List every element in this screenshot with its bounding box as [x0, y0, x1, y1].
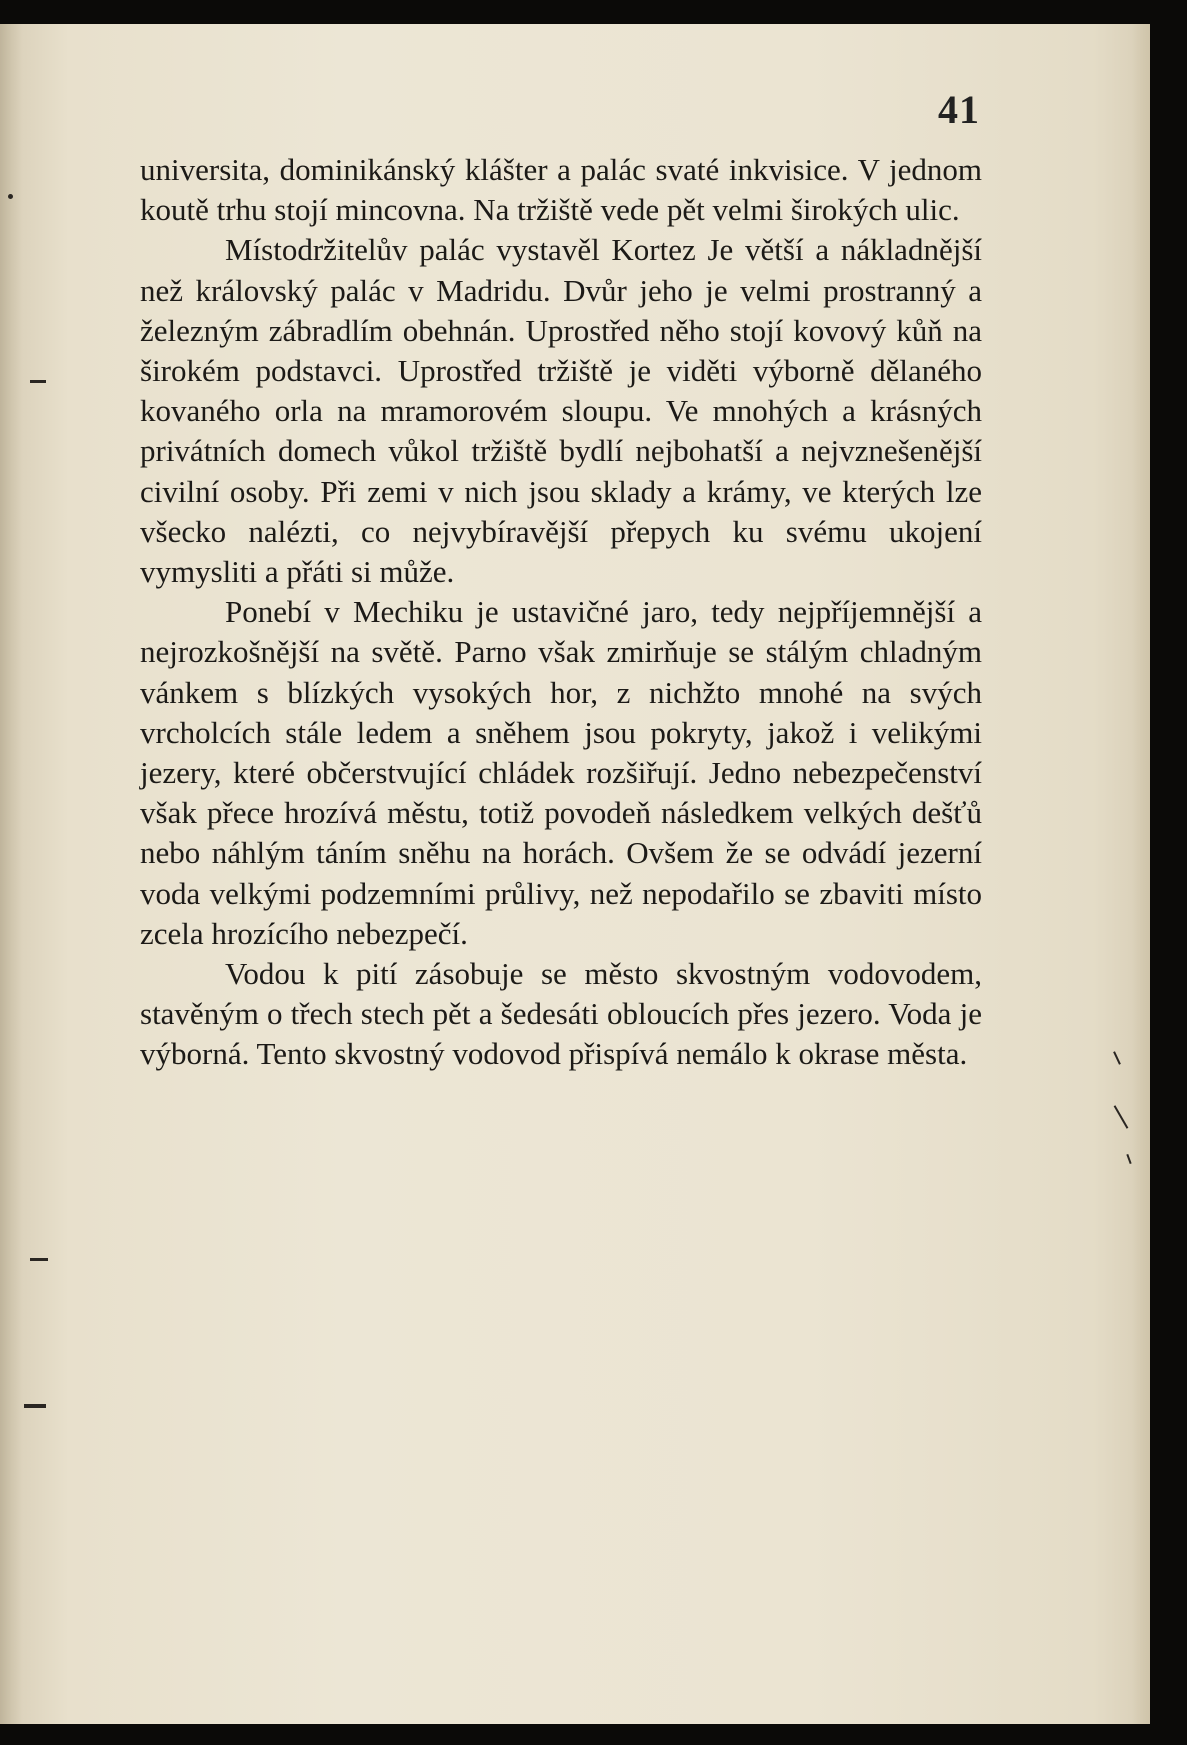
paragraph: universita, dominikánský klášter a palác svaté inkvisice. V jednom koutě trhu stojí mincovna. Na tržiště vede pět velmi širokých ulic.: [140, 152, 982, 228]
paragraph: Vodou k pití zásobuje se město skvostným vodovodem, stavěným o třech stech pět a šedesáti obloucích přes jezero. Voda je výborná. Tento skvostný vodovod přispívá nemálo k okrase města.: [140, 956, 982, 1072]
body-text: [140, 150, 982, 1075]
margin-tick: [30, 1258, 48, 1261]
margin-stroke: [1113, 1051, 1121, 1065]
margin-stroke: [1126, 1154, 1131, 1164]
margin-tick: [24, 1404, 46, 1408]
book-page: [0, 24, 1150, 1724]
binding-edge: [0, 24, 22, 1724]
page-edge: [1132, 24, 1150, 1724]
margin-dot: [8, 194, 13, 199]
paragraph: Ponebí v Mechiku je ustavičné jaro, tedy nejpříjemnější a nejrozkošnější na světě. Parno však zmirňuje se stálým chladným vánkem s blízkých vysokých hor, z nichžto mnohé na svých vrcholcích stále ledem a sněhem jsou pokryty, jakož i velikými jezery, které občerstvující chládek rozšiřují. Jedno nebezpečenství však přece hrozívá městu, totiž povodeň následkem velkých dešťů nebo náhlým táním sněhu na horách. Ovšem že se odvádí jezerní voda velkými podzemními průlivy, než nepodařilo se zbaviti místo zcela hrozícího nebezpečí.: [140, 594, 982, 951]
margin-tick: [30, 380, 46, 383]
page-number: 41: [938, 87, 980, 132]
margin-stroke: [1114, 1105, 1129, 1129]
paragraph: Místodržitelův palác vystavěl Kortez Je větší a nákladnější než královský palác v Madridu. Dvůr jeho je velmi prostranný a železným zábradlím obehnán. Uprostřed něho stojí kovový kůň na širokém podstavci. Uprostřed tržiště je viděti výborně dělaného kovaného orla na mramorovém sloupu. Ve mnohých a krásných privátních domech vůkol tržiště bydlí nejbohatší a nejvznešenější civilní osoby. Při zemi v nich jsou sklady a krámy, ve kterých lze všecko nalézti, co nejvybíravější přepych ku svému ukojení vymysliti a přáti si může.: [140, 232, 982, 590]
